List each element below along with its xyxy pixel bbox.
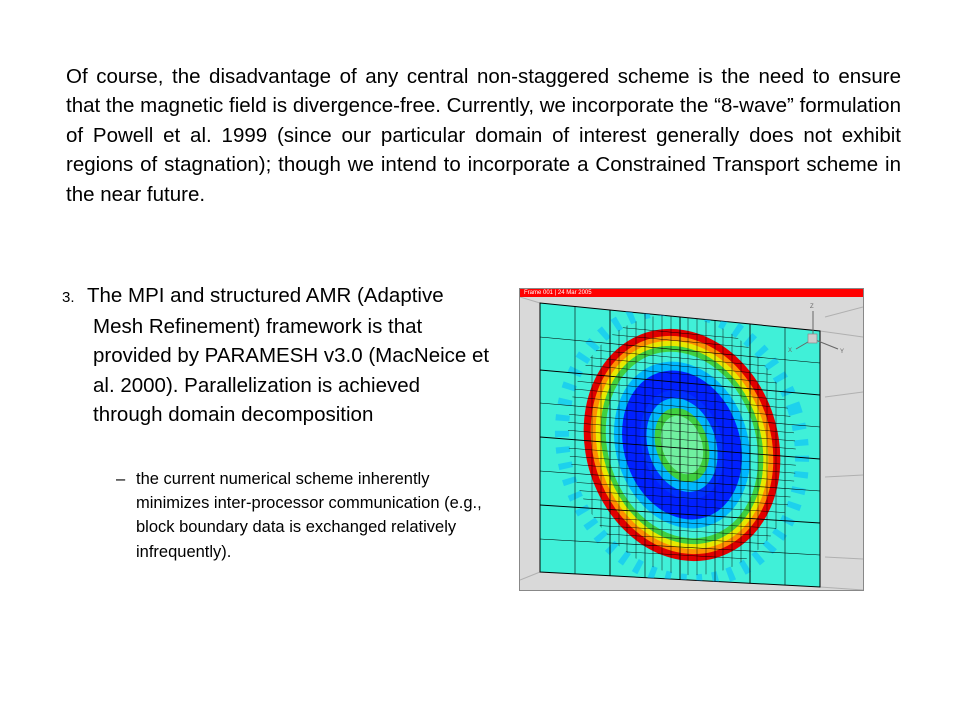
sub-point-text: the current numerical scheme inherently minimizes inter-processor communication (e.g., block boundary data is exchanged relatively infrequently).	[136, 470, 482, 561]
sub-point	[116, 467, 488, 564]
axis-label-y: Y	[840, 349, 845, 355]
point-text-container	[62, 281, 492, 429]
sub-point-dash: –	[116, 470, 126, 488]
axis-label-z: Z	[810, 304, 814, 310]
axis-label-x: X	[788, 348, 793, 354]
amr-simulation-figure	[519, 288, 864, 591]
point-text: The MPI and structured AMR (Adaptive Mesh Refinement) framework is that provided by PARAMESH v3.0 (MacNeice et al. 2000). Parallelization is achieved through domain decomposition	[87, 284, 490, 426]
amr-mesh-plot	[520, 297, 863, 590]
intro-paragraph: Of course, the disadvantage of any central non-staggered scheme is the need to ensure that the magnetic field is divergence-free. Currently, we incorporate the “8-wave” formulation of Powell et al. 1999 (since our particular domain of interest generally does not exhibit regions of stagnation); though we intend to incorporate a Constrained Transport scheme in the near future.	[66, 65, 901, 206]
point-number: 3.	[62, 289, 75, 306]
numbered-point	[62, 281, 492, 429]
figure-header: Frame 001 | 24 Mar 2005	[520, 289, 863, 297]
